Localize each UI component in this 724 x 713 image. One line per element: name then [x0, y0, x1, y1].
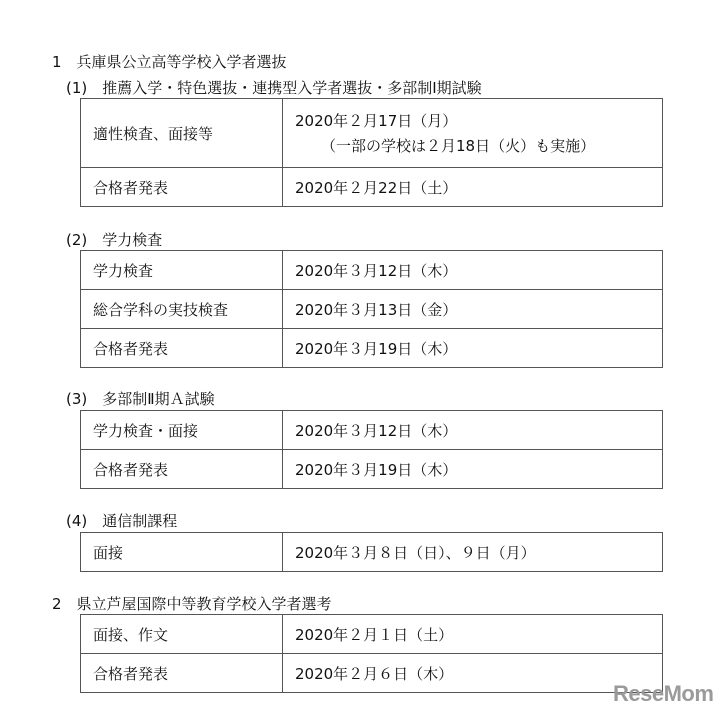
subsection-3-heading: (3) 多部制Ⅱ期Ａ試験	[66, 390, 215, 408]
item-cell: 学力検査・面接	[81, 411, 283, 450]
subsection-4-heading: (4) 通信制課程	[66, 512, 178, 530]
section-2-heading: 2 県立芦屋国際中等教育学校入学者選考	[52, 595, 332, 613]
date-cell: 2020年２月６日（木）	[283, 654, 663, 693]
table-row	[81, 615, 663, 654]
schedule-table-1	[80, 98, 663, 207]
date-cell: 2020年３月13日（金）	[283, 290, 663, 329]
date-cell	[283, 99, 663, 168]
subsection-1-heading: (1) 推薦入学・特色選抜・連携型入学者選抜・多部制Ⅰ期試験	[66, 79, 482, 97]
date-cell: 2020年３月８日（日）、９日（月）	[283, 533, 663, 572]
date-cell: 2020年２月22日（土）	[283, 168, 663, 207]
subsection-2-heading: (2) 学力検査	[66, 231, 163, 249]
date-cell: 2020年３月19日（木）	[283, 450, 663, 489]
table-row	[81, 99, 663, 168]
date-cell: 2020年３月12日（木）	[283, 411, 663, 450]
table-row	[81, 329, 663, 368]
section-1-heading: 1 兵庫県公立高等学校入学者選抜	[52, 53, 287, 71]
schedule-table-2	[80, 250, 663, 368]
table-row	[81, 168, 663, 207]
item-cell: 総合学科の実技検査	[81, 290, 283, 329]
date-text: 2020年２月17日（月）	[295, 112, 458, 130]
resemom-watermark-logo: ReseMom	[613, 681, 714, 706]
item-cell: 学力検査	[81, 251, 283, 290]
item-cell: 面接	[81, 533, 283, 572]
table-row	[81, 654, 663, 693]
table-row	[81, 411, 663, 450]
date-cell: 2020年３月12日（木）	[283, 251, 663, 290]
date-cell: 2020年３月19日（木）	[283, 329, 663, 368]
item-cell: 面接、作文	[81, 615, 283, 654]
date-cell: 2020年２月１日（土）	[283, 615, 663, 654]
item-cell: 適性検査、面接等	[81, 99, 283, 168]
schedule-table-3	[80, 410, 663, 489]
table-row	[81, 290, 663, 329]
date-note: （一部の学校は２月18日（火）も実施）	[321, 137, 596, 155]
table-row	[81, 251, 663, 290]
item-cell: 合格者発表	[81, 168, 283, 207]
schedule-table-5	[80, 614, 663, 693]
table-row	[81, 450, 663, 489]
schedule-table-4	[80, 532, 663, 572]
item-cell: 合格者発表	[81, 450, 283, 489]
item-cell: 合格者発表	[81, 654, 283, 693]
item-cell: 合格者発表	[81, 329, 283, 368]
table-row	[81, 533, 663, 572]
